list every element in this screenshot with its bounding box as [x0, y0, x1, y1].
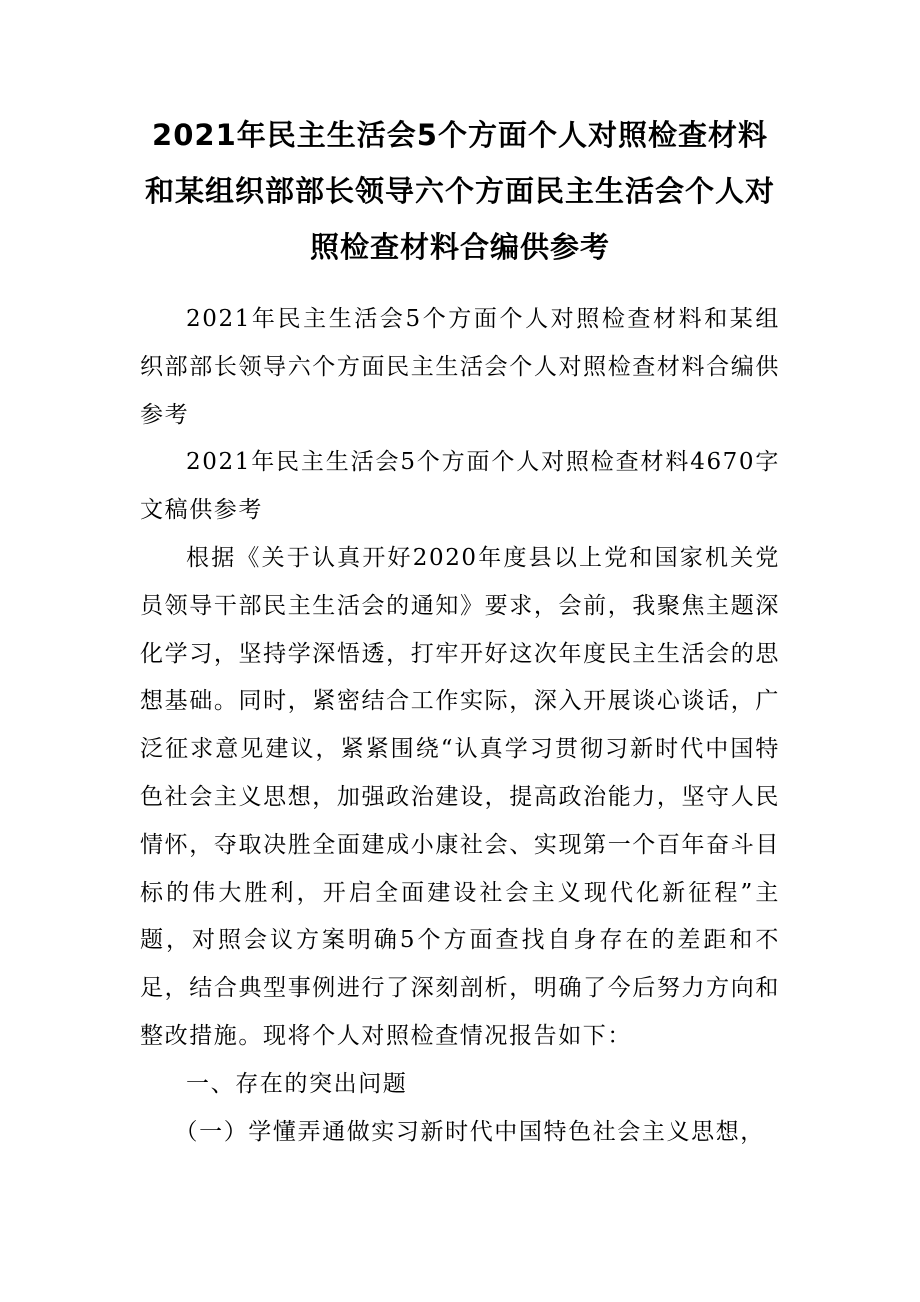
document-title: 2021年民主生活会5个方面个人对照检查材料和某组织部部长领导六个方面民主生活会个人对照检查材料合编供参考 [144, 118, 775, 264]
paragraph-subtitle: 2021年民主生活会5个方面个人对照检查材料4670字文稿供参考 [140, 449, 780, 524]
document-body [140, 296, 780, 1156]
paragraph-main: 根据《关于认真开好2020年度县以上党和国家机关党员领导干部民主生活会的通知》要求，会前，我聚焦主题深化学习，坚持学深悟透，打牢开好这次年度民主生活会的思想基础。同时，紧密结合工作实际，深入开展谈心谈话，广泛征求意见建议，紧紧围绕“认真学习贯彻习新时代中国特色社会主义思想，加强政治建设，提高政治能力，坚守人民情怀，夺取决胜全面建成小康社会、实现第一个百年奋斗目标的伟大胜利，开启全面建设社会主义现代化新征程”主题，对照会议方案明确5个方面查找自身存在的差距和不足，结合典型事例进行了深刻剖析，明确了今后努力方向和整改措施。现将个人对照检查情况报告如下： [140, 544, 780, 1049]
subsection-heading: （一）学懂弄通做实习新时代中国特色社会主义思想， [174, 1118, 765, 1145]
section-heading: 一、存在的突出问题 [186, 1070, 408, 1097]
paragraph-intro: 2021年民主生活会5个方面个人对照检查材料和某组织部部长领导六个方面民主生活会个人对照检查材料合编供参考 [140, 306, 780, 428]
